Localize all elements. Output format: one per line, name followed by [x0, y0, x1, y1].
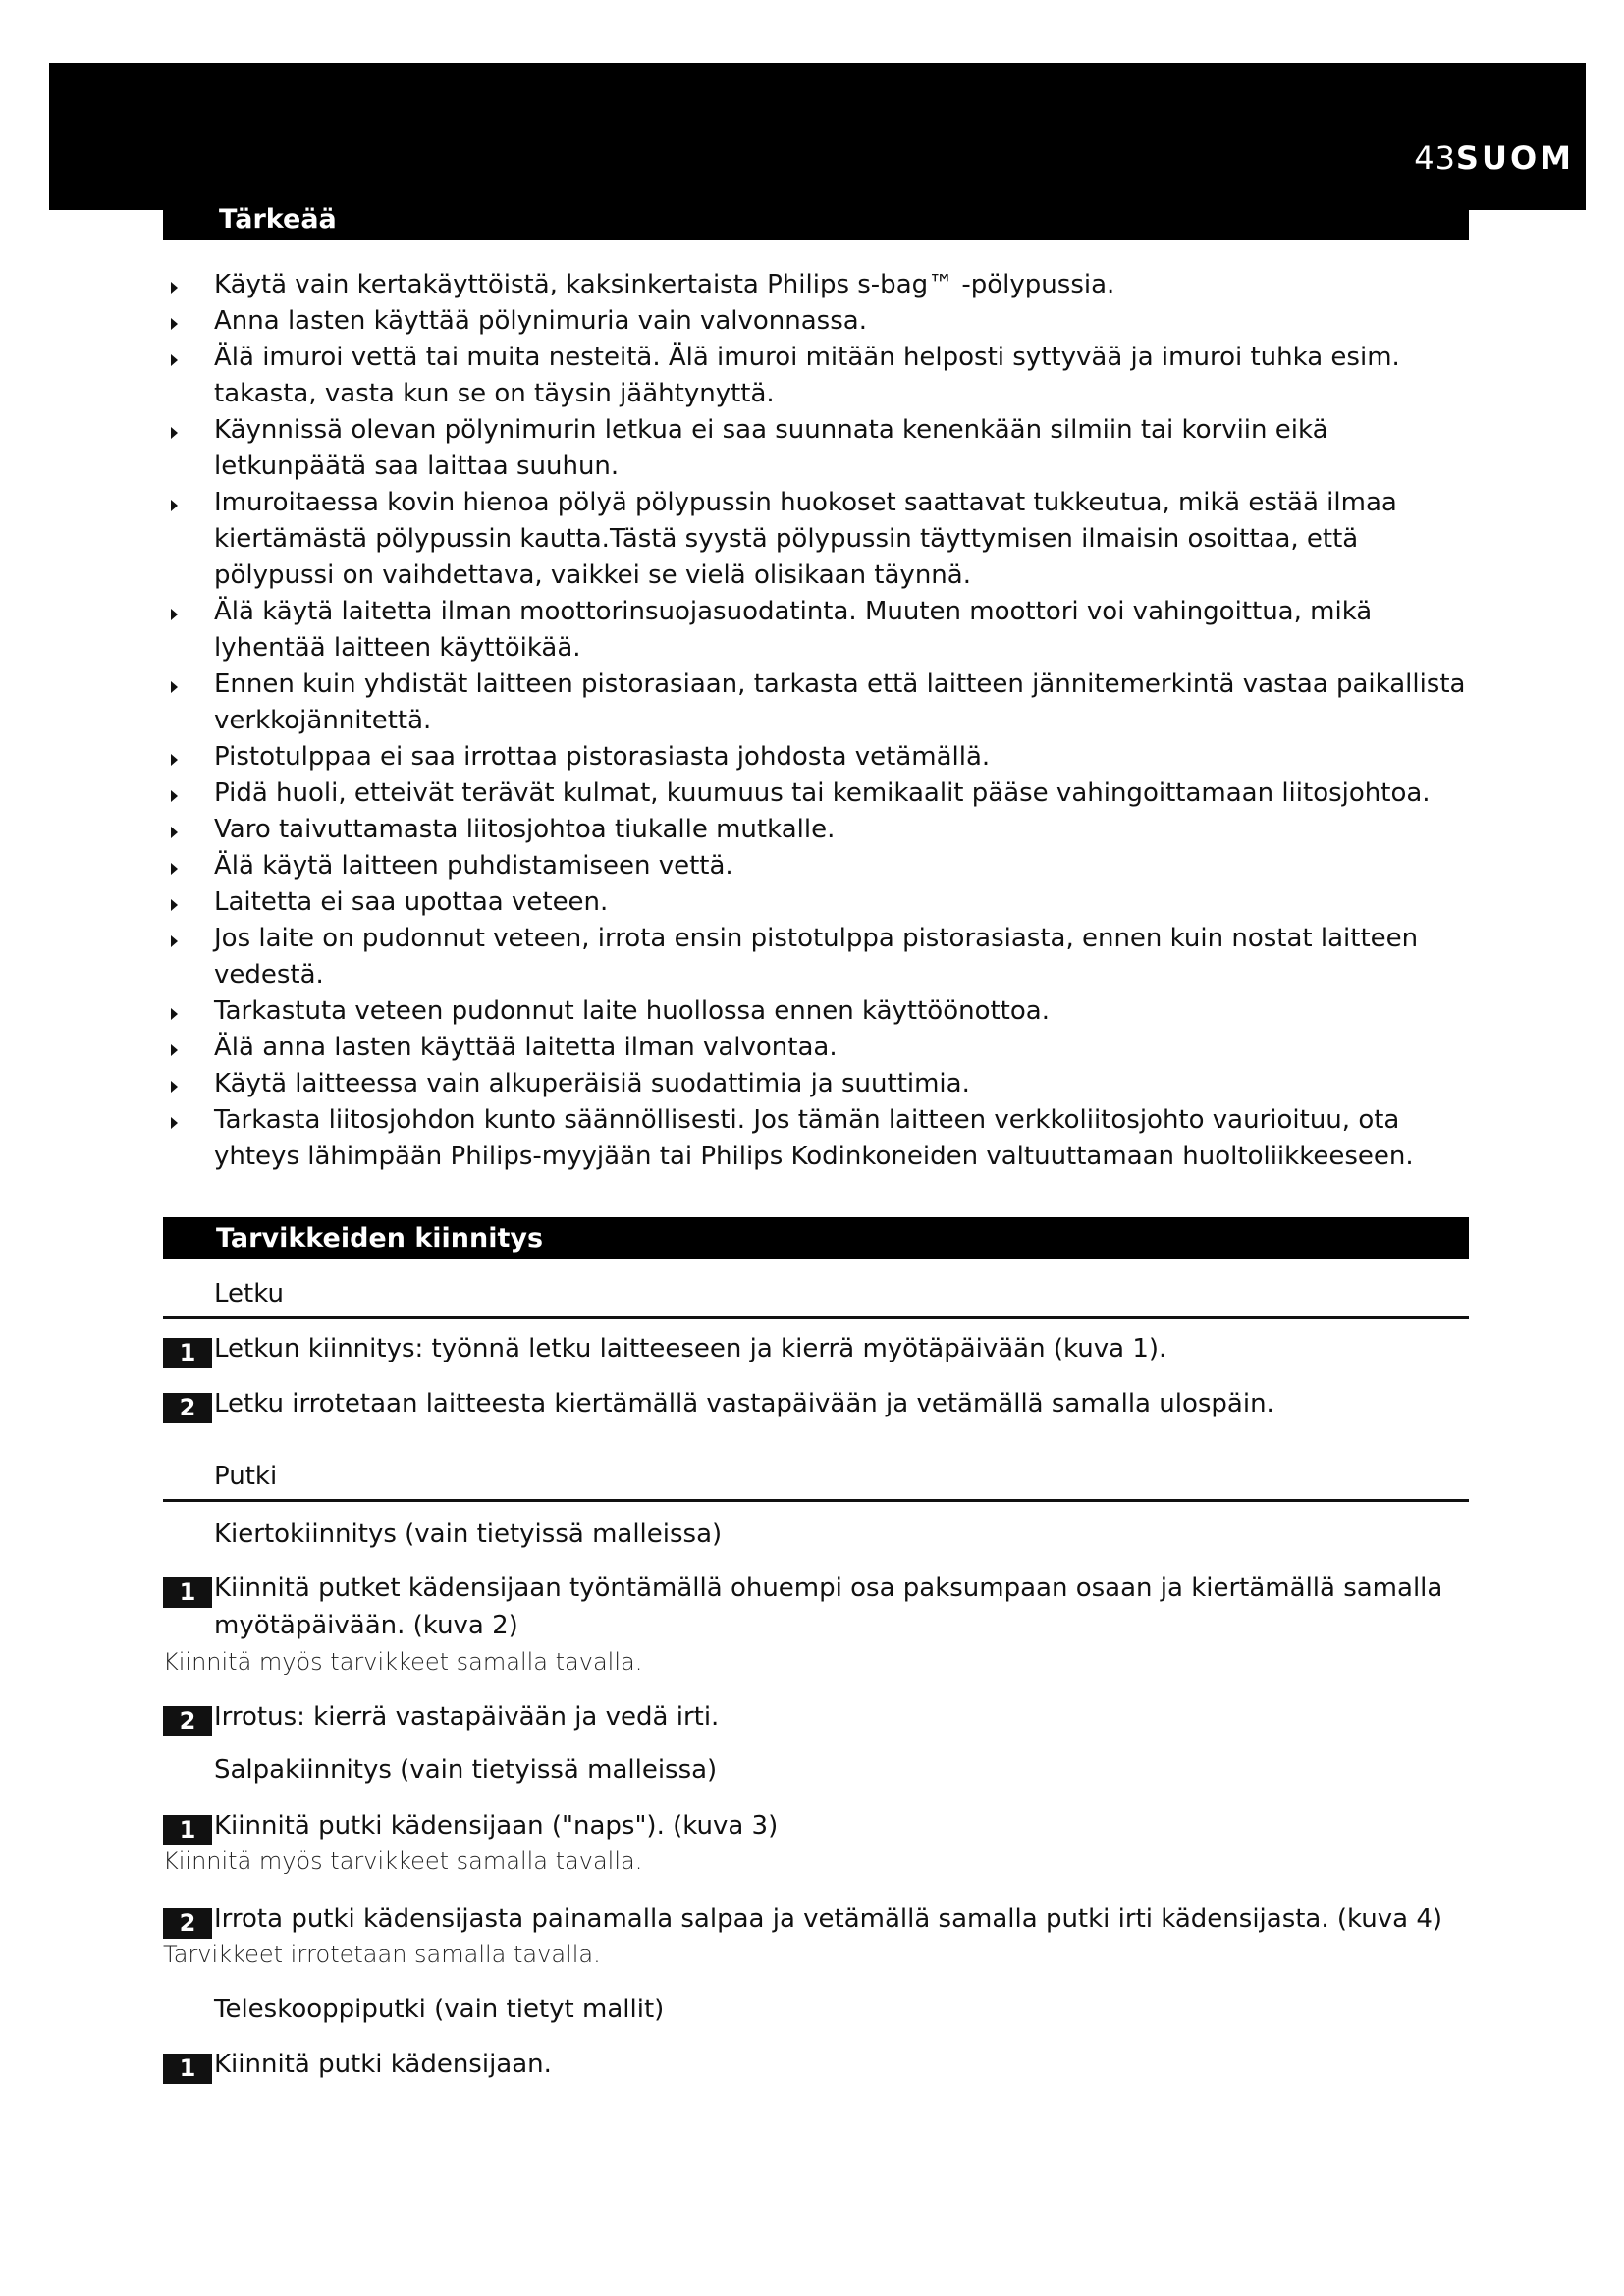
- twist-note: Kiinnitä myös tarvikkeet samalla tavalla.: [163, 1648, 643, 1676]
- telescopic-heading: Teleskooppiputki (vain tietyt mallit): [214, 1995, 665, 2024]
- divider: [163, 1316, 1469, 1319]
- step-text: Kiinnitä putki kädensijaan ("naps"). (kuva 3): [214, 1811, 779, 1841]
- step-text: Letku irrotetaan laitteesta kiertämällä vastapäivään ja vetämällä samalla ulospäin.: [214, 1389, 1274, 1418]
- list-item: Laitetta ei saa upottaa veteen.: [165, 884, 1471, 921]
- latch-step-1: [163, 1808, 1469, 1845]
- step-number: 2: [163, 1908, 212, 1939]
- list-item: Käytä laitteessa vain alkuperäisiä suodattimia ja suuttimia.: [165, 1066, 1471, 1102]
- hose-step-1: [163, 1331, 1469, 1368]
- section-heading-accessories: Tarvikkeiden kiinnitys: [163, 1217, 1469, 1259]
- step-number: 1: [163, 2054, 212, 2084]
- twist-step-1: [163, 1571, 1469, 1644]
- page-number: 43: [1414, 139, 1456, 177]
- step-text: Irrotus: kierrä vastapäivään ja vedä irti.: [214, 1702, 720, 1732]
- list-item: Tarkastuta veteen pudonnut laite huollossa ennen käyttöönottoa.: [165, 993, 1471, 1030]
- list-item: Älä käytä laitetta ilman moottorinsuojasuodatinta. Muuten moottori voi vahingoittua, mikä lyhentää laitteen käyttöikää.: [165, 594, 1471, 667]
- list-item: Jos laite on pudonnut veteen, irrota ensin pistotulppa pistorasiasta, ennen kuin nostat laitteen vedestä.: [165, 921, 1471, 993]
- twist-step-2: [163, 1699, 1469, 1736]
- list-item: Käynnissä olevan pölynimurin letkua ei saa suunnata kenenkään silmiin tai korviin eikä letkunpäätä saa laittaa suuhun.: [165, 412, 1471, 485]
- list-item: Pistotulppaa ei saa irrottaa pistorasiasta johdosta vetämällä.: [165, 739, 1471, 775]
- tube-heading: Putki: [214, 1462, 278, 1491]
- latch-step-2: [163, 1901, 1469, 1939]
- latch-note-2: Tarvikkeet irrotetaan samalla tavalla.: [163, 1941, 601, 1968]
- safety-bullet-list: [165, 267, 1471, 1175]
- page-label: [1414, 139, 1574, 177]
- latch-note: Kiinnitä myös tarvikkeet samalla tavalla.: [163, 1847, 643, 1875]
- step-text-continued: myötäpäivään. (kuva 2): [214, 1611, 518, 1640]
- hose-step-2: [163, 1386, 1469, 1423]
- step-text: Kiinnitä putki kädensijaan.: [214, 2050, 552, 2079]
- step-number: 1: [163, 1577, 212, 1608]
- section-heading-important: Tärkeää: [163, 198, 1469, 240]
- divider: [163, 1499, 1469, 1502]
- list-item: Älä anna lasten käyttää laitetta ilman valvontaa.: [165, 1030, 1471, 1066]
- step-number: 1: [163, 1815, 212, 1845]
- telescopic-step-1: [163, 2047, 1469, 2084]
- list-item: Varo taivuttamasta liitosjohtoa tiukalle mutkalle.: [165, 812, 1471, 848]
- header-bar: [49, 63, 1586, 210]
- step-text: Irrota putki kädensijasta painamalla salpaa ja vetämällä samalla putki irti kädensijasta. (kuva 4): [214, 1904, 1443, 1934]
- list-item: Käytä vain kertakäyttöistä, kaksinkertaista Philips s-bag™ -pölypussia.: [165, 267, 1471, 303]
- hose-heading: Letku: [214, 1279, 284, 1308]
- list-item: Älä imuroi vettä tai muita nesteitä. Älä imuroi mitään helposti syttyvää ja imuroi tuhka esim. takasta, vasta kun se on täysin jäähtynyttä.: [165, 340, 1471, 412]
- language-label: SUOM: [1455, 139, 1574, 177]
- list-item: Älä käytä laitteen puhdistamiseen vettä.: [165, 848, 1471, 884]
- latch-heading: Salpakiinnitys (vain tietyissä malleissa): [214, 1755, 718, 1785]
- list-item: Anna lasten käyttää pölynimuria vain valvonnassa.: [165, 303, 1471, 340]
- step-text: Kiinnitä putket kädensijaan työntämällä ohuempi osa paksumpaan osaan ja kiertämällä samalla: [214, 1574, 1443, 1603]
- step-text: Letkun kiinnitys: työnnä letku laitteeseen ja kierrä myötäpäivään (kuva 1).: [214, 1334, 1167, 1363]
- step-number: 1: [163, 1338, 212, 1368]
- list-item: Ennen kuin yhdistät laitteen pistorasiaan, tarkasta että laitteen jännitemerkintä vastaa paikallista verkkojännitettä.: [165, 667, 1471, 739]
- step-number: 2: [163, 1393, 212, 1423]
- twist-heading: Kiertokiinnitys (vain tietyissä malleissa): [214, 1520, 723, 1549]
- step-number: 2: [163, 1706, 212, 1736]
- list-item: Tarkasta liitosjohdon kunto säännöllisesti. Jos tämän laitteen verkkoliitosjohto vaurioituu, ota yhteys lähimpään Philips-myyjään tai Philips Kodinkoneiden valtuuttamaan huoltoliikkeeseen.: [165, 1102, 1471, 1175]
- list-item: Imuroitaessa kovin hienoa pölyä pölypussin huokoset saattavat tukkeutua, mikä estää ilmaa kiertämästä pölypussin kautta.Tästä syystä pölypussin täyttymisen ilmaisin osoittaa, että pölypussi on vaihdettava, vaikkei se vielä olisikaan täynnä.: [165, 485, 1471, 594]
- list-item: Pidä huoli, etteivät terävät kulmat, kuumuus tai kemikaalit pääse vahingoittamaan liitosjohtoa.: [165, 775, 1471, 812]
